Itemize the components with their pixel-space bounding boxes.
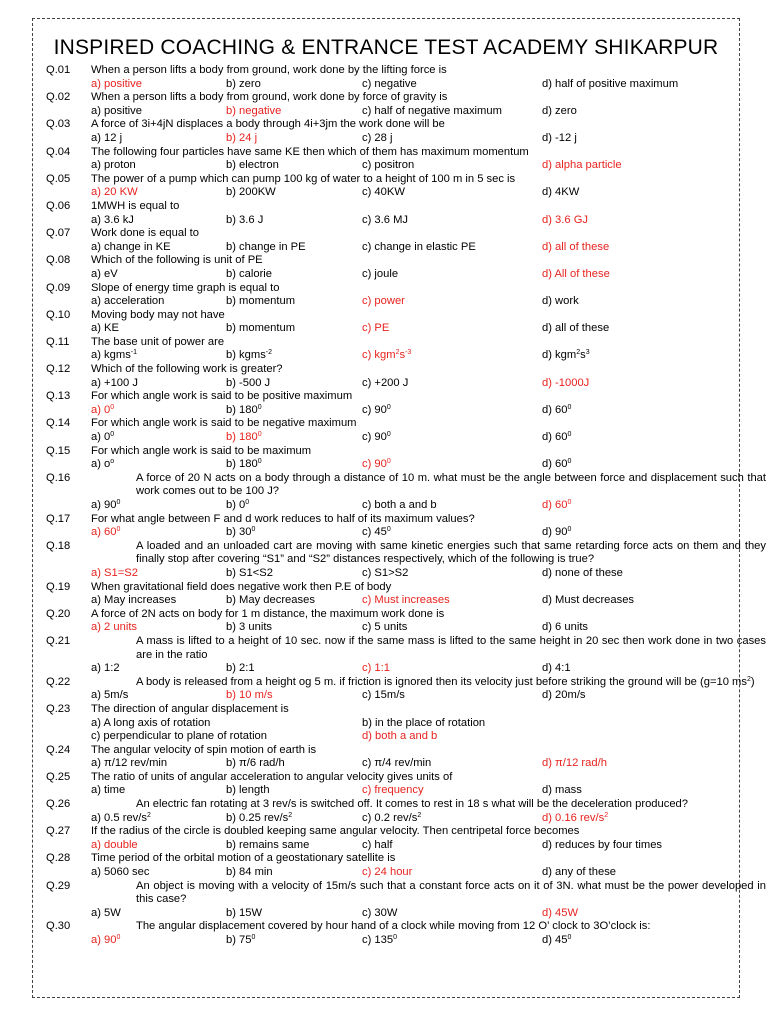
question-text: The angular displacement covered by hour hand of a clock while moving from 12 O’ clock to 3O’clock is: <box>136 920 651 933</box>
question-number: Q.15 <box>46 444 71 457</box>
option-b: b) $180^0$ <box>226 403 262 416</box>
option-c: c) half of negative maximum <box>362 104 502 117</box>
question-text: A loaded and an unloaded cart are moving with same kinetic energies such that same retarding force acts on them and they finally stop after covering “S1” and “S2” distances respectively, which of the following is true? <box>136 539 766 566</box>
question-item <box>46 91 726 118</box>
option-c: c) $45^0$ <box>362 526 391 539</box>
question-text: The base unit of power are <box>91 335 225 348</box>
question-item <box>46 118 726 145</box>
question-number: Q.11 <box>46 335 70 348</box>
option-b: b) 2:1 <box>226 662 255 675</box>
option-c: c) 0.2 rev/$s^2$ <box>362 811 422 824</box>
option-a: a) 2 units <box>91 621 138 634</box>
option-a: a) positive <box>91 77 142 90</box>
question-text: The following four particles have same KE then which of them has maximum momentum <box>91 145 529 158</box>
question-text: Which of the following is unit of PE <box>91 254 263 267</box>
question-number: Q.08 <box>46 254 71 267</box>
option-b: b) 3.6 J <box>226 213 264 226</box>
option-d: d) reduces by four times <box>542 838 663 851</box>
option-a: a) $o^o$ <box>91 458 115 471</box>
superscript: 0 <box>116 526 121 534</box>
question-item <box>46 471 766 513</box>
question-text: An object is moving with a velocity of 15m/s such that a constant force acts on it of 3N. what must be the power developed in this case? <box>136 879 766 906</box>
option-a: a) $60^0$ <box>91 526 121 539</box>
question-item <box>46 825 726 852</box>
option-d: d) work <box>542 295 579 308</box>
question-number: Q.16 <box>46 471 71 484</box>
option-a: a) S1=S2 <box>91 566 138 579</box>
question-number: Q.01 <box>46 64 71 76</box>
superscript: 0 <box>567 526 572 534</box>
question-item <box>46 798 726 825</box>
question-text: 1MWH is equal to <box>91 199 180 212</box>
option-c: c) negative <box>362 77 417 90</box>
option-d: d) $kgm^2s^3$ <box>542 349 590 362</box>
superscript: 2 <box>746 675 751 683</box>
superscript: 0 <box>386 431 391 439</box>
question-number: Q.03 <box>46 118 71 131</box>
option-a: a) acceleration <box>91 295 165 308</box>
question-text: Work done is equal to <box>91 227 200 240</box>
option-c: c) $135^0$ <box>362 934 397 946</box>
question-number: Q.30 <box>46 920 71 933</box>
question-item <box>46 852 726 879</box>
superscript: 0 <box>386 526 391 534</box>
question-number: Q.07 <box>46 227 71 240</box>
question-item <box>46 227 726 254</box>
question-item <box>46 173 726 200</box>
option-a: a) 3.6 kJ <box>91 213 134 226</box>
option-a: a) π/12 rev/min <box>91 757 168 770</box>
question-number: Q.04 <box>46 145 71 158</box>
option-b: b) momentum <box>226 322 296 335</box>
question-item <box>46 445 726 472</box>
option-b: b) negative <box>226 104 282 117</box>
option-d: d) zero <box>542 104 577 117</box>
question-number: Q.19 <box>46 580 71 593</box>
option-a: a) 12 j <box>91 131 123 144</box>
option-a: a) 20 KW <box>91 186 138 199</box>
question-text: Slope of energy time graph is equal to <box>91 281 280 294</box>
question-text: A force of 20 N acts on a body through a distance of 10 m. what must be the angle between force and displacement such that work comes out to be 100 J? <box>136 471 766 498</box>
option-b: b) $180^0$ <box>226 458 262 471</box>
question-item <box>46 417 726 444</box>
option-d: d) alpha particle <box>542 159 622 172</box>
option-c: c) frequency <box>362 784 424 797</box>
question-item <box>46 771 726 798</box>
question-text: A force of 3i+4jN displaces a body through 4i+3jm the work done will be <box>91 118 445 131</box>
question-item <box>46 309 726 336</box>
option-b: b) 3 units <box>226 621 273 634</box>
superscript: 0 <box>393 934 397 941</box>
option-d: d) π/12 rad/h <box>542 757 607 770</box>
superscript: 0 <box>567 934 572 941</box>
option-c: c) perpendicular to plane of rotation <box>91 730 268 743</box>
question-number: Q.24 <box>46 743 71 756</box>
option-c: c) power <box>362 295 405 308</box>
superscript: 2 <box>395 349 400 357</box>
option-c: c) joule <box>362 267 399 280</box>
option-c: c) Must increases <box>362 594 450 607</box>
option-b: b) S1<S2 <box>226 566 273 579</box>
option-a: a) $90^0$ <box>91 499 121 511</box>
superscript: -2 <box>265 349 273 357</box>
question-text: Time period of the orbital motion of a geostationary satellite is <box>91 852 396 865</box>
option-d: d) 6 units <box>542 621 589 634</box>
option-d: d) 0.16 rev/$s^2$ <box>542 811 609 824</box>
superscript: 0 <box>245 499 250 506</box>
option-d: d) -1000J <box>542 376 590 389</box>
option-b: b) $30^0$ <box>226 526 256 539</box>
question-text: For which angle work is said to be maximum <box>91 444 312 457</box>
option-c: c) positron <box>362 159 415 172</box>
option-d: d) any of these <box>542 866 617 879</box>
question-item <box>46 879 766 921</box>
superscript: 0 <box>386 403 391 411</box>
option-b: b) 15W <box>226 906 263 919</box>
option-b: b) π/6 rad/h <box>226 757 285 770</box>
option-b: b) $0^0$ <box>226 499 250 511</box>
option-b: b) change in PE <box>226 240 306 253</box>
question-item <box>46 920 726 947</box>
option-b: b) in the place of rotation <box>362 716 486 729</box>
question-number: Q.18 <box>46 539 71 552</box>
question-item <box>46 390 726 417</box>
option-d: d) 45W <box>542 906 579 919</box>
option-b: b) kgms$^{-2}$ <box>226 349 273 362</box>
option-c: c) 40KW <box>362 186 405 199</box>
question-text: For which angle work is said to be negative maximum <box>91 417 357 430</box>
question-item <box>46 608 726 635</box>
superscript: 2 <box>146 811 151 819</box>
question-number: Q.25 <box>46 770 71 783</box>
option-a: a) change in KE <box>91 240 171 253</box>
option-c: c) 5 units <box>362 621 408 634</box>
option-d: d) -12 j <box>542 131 577 144</box>
option-b: b) remains same <box>226 838 310 851</box>
question-number: Q.12 <box>46 363 71 376</box>
option-c: c) S1>S2 <box>362 566 409 579</box>
option-d: d) mass <box>542 784 582 797</box>
question-number: Q.20 <box>46 607 71 620</box>
superscript: -3 <box>405 349 412 357</box>
option-d: d) half of positive maximum <box>542 77 679 90</box>
option-a: a) 0.5 rev/$s^2$ <box>91 811 151 824</box>
question-number: Q.06 <box>46 199 71 212</box>
option-a: a) +100 J <box>91 376 138 389</box>
superscript: 0 <box>116 934 121 941</box>
option-a: a) 5W <box>91 906 121 919</box>
question-item <box>46 254 726 281</box>
option-d: d) Must decreases <box>542 594 635 607</box>
option-a: a) May increases <box>91 594 177 607</box>
superscript: 0 <box>110 403 115 411</box>
option-c: c) 24 hour <box>362 866 413 879</box>
question-text: A mass is lifted to a height of 10 sec. now if the same mass is lifted to the same height in 20 sec then work done in two cases are in the ratio <box>136 634 766 661</box>
option-c: c) 3.6 MJ <box>362 213 409 226</box>
option-a: a) proton <box>91 159 136 172</box>
question-text: Which of the following work is greater? <box>91 363 283 376</box>
question-number: Q.28 <box>46 852 71 865</box>
question-text: When a person lifts a body from ground, work done by force of gravity is <box>91 91 448 104</box>
superscript: o <box>110 458 115 466</box>
option-a: a) $90^0$ <box>91 934 121 946</box>
superscript: 2 <box>604 811 609 819</box>
superscript: 0 <box>567 458 572 466</box>
superscript: 0 <box>257 431 262 439</box>
option-b: b) $180^0$ <box>226 431 262 444</box>
question-text: The direction of angular displacement is <box>91 702 289 715</box>
superscript: 2 <box>576 349 581 357</box>
superscript: 0 <box>251 934 256 941</box>
question-item <box>46 744 726 771</box>
option-d: d) All of these <box>542 267 610 280</box>
superscript: 0 <box>116 499 121 506</box>
option-c: c) PE <box>362 322 390 335</box>
question-item <box>46 146 726 173</box>
option-b: b) $75^0$ <box>226 934 256 946</box>
question-number: Q.13 <box>46 390 71 403</box>
option-a: a) 1:2 <box>91 662 120 675</box>
option-b: b) 24 j <box>226 131 258 144</box>
option-d: d) $60^0$ <box>542 499 572 511</box>
superscript: -1 <box>130 349 138 357</box>
superscript: 0 <box>386 458 391 466</box>
question-number: Q.17 <box>46 512 71 525</box>
option-a: a) $0^0$ <box>91 431 115 444</box>
superscript: 0 <box>257 403 262 411</box>
option-b: b) -500 J <box>226 376 271 389</box>
option-a: a) 5060 sec <box>91 866 150 879</box>
option-d: d) 3.6 GJ <box>542 213 589 226</box>
question-number: Q.14 <box>46 417 71 430</box>
option-d: d) 20m/s <box>542 689 586 702</box>
option-c: c) $90^0$ <box>362 403 391 416</box>
question-item <box>46 200 726 227</box>
superscript: 0 <box>110 431 115 439</box>
question-number: Q.10 <box>46 308 71 321</box>
option-a: a) KE <box>91 322 119 335</box>
option-d: d) 4:1 <box>542 662 571 675</box>
option-b: b) calorie <box>226 267 273 280</box>
option-c: c) 28 j <box>362 131 393 144</box>
option-b: b) 10 m/s <box>226 689 273 702</box>
question-item <box>46 64 726 91</box>
option-d: d) $60^0$ <box>542 403 572 416</box>
option-c: c) 30W <box>362 906 398 919</box>
option-c: c) 15m/s <box>362 689 405 702</box>
option-a: a) eV <box>91 267 118 280</box>
question-item <box>46 675 755 703</box>
superscript: 0 <box>251 526 256 534</box>
question-text: When a person lifts a body from ground, work done by the lifting force is <box>91 64 447 76</box>
question-text: A body is released from a height og 5 m. if friction is ignored then its velocity just before striking the ground will be (g=10 $ms^2$) <box>136 675 755 688</box>
option-d: d) $90^0$ <box>542 526 572 539</box>
option-c: c) π/4 rev/min <box>362 757 432 770</box>
option-a: a) kgms$^{-1}$ <box>91 349 138 362</box>
question-text: The power of a pump which can pump 100 kg of water to a height of 100 m in 5 sec is <box>91 172 516 185</box>
option-c: c) both a and b <box>362 499 437 511</box>
question-text: An electric fan rotating at 3 rev/s is switched off. It comes to rest in 18 s what will be the deceleration produced? <box>136 798 688 811</box>
option-c: c) +200 J <box>362 376 409 389</box>
option-b: b) May decreases <box>226 594 315 607</box>
question-text: The ratio of units of angular acceleration to angular velocity gives units of <box>91 770 453 783</box>
option-b: b) 84 min <box>226 866 273 879</box>
option-d: d) none of these <box>542 566 623 579</box>
superscript: 3 <box>585 349 590 357</box>
option-c: c) 1:1 <box>362 662 390 675</box>
option-d: d) $45^0$ <box>542 934 572 946</box>
question-item <box>46 581 726 608</box>
question-number: Q.29 <box>46 879 71 892</box>
question-number: Q.05 <box>46 172 71 185</box>
option-b: b) momentum <box>226 295 296 308</box>
question-number: Q.09 <box>46 281 71 294</box>
page-title: INSPIRED COACHING & ENTRANCE TEST ACADEMY SHIKARPUR <box>53 36 719 59</box>
option-a: a) time <box>91 784 126 797</box>
question-number: Q.27 <box>46 825 71 838</box>
option-d: d) $60^0$ <box>542 431 572 444</box>
option-d: d) 4KW <box>542 186 580 199</box>
question-item <box>46 336 726 363</box>
question-number: Q.23 <box>46 702 71 715</box>
superscript: 0 <box>567 403 572 411</box>
question-text: For what angle between F and d work reduces to half of its maximum values? <box>91 512 475 525</box>
option-a: a) 5m/s <box>91 689 129 702</box>
superscript: 0 <box>257 458 262 466</box>
question-number: Q.21 <box>46 634 71 647</box>
question-text: When gravitational field does negative work then P.E of body <box>91 580 392 593</box>
question-list <box>46 64 766 948</box>
superscript: 2 <box>417 811 422 819</box>
question-text: For which angle work is said to be positive maximum <box>91 390 353 403</box>
option-b: b) 200KW <box>226 186 276 199</box>
option-c: c) $90^0$ <box>362 431 391 444</box>
question-item <box>46 513 726 540</box>
question-number: Q.02 <box>46 91 71 104</box>
option-d: d) both a and b <box>362 730 438 743</box>
question-item <box>46 634 766 676</box>
question-item <box>46 539 766 581</box>
option-a: a) positive <box>91 104 142 117</box>
question-text: The angular velocity of spin motion of earth is <box>91 743 317 756</box>
option-b: b) zero <box>226 77 261 90</box>
question-text: If the radius of the circle is doubled keeping same angular velocity. Then centripetal force becomes <box>91 825 580 838</box>
question-item <box>46 703 726 744</box>
question-text: A force of 2N acts on body for 1 m distance, the maximum work done is <box>91 607 445 620</box>
superscript: 2 <box>288 811 293 819</box>
option-c: c) change in elastic PE <box>362 240 476 253</box>
option-a: a) A long axis of rotation <box>91 716 211 729</box>
question-item <box>46 363 726 390</box>
option-d: d) $60^0$ <box>542 458 572 471</box>
question-number: Q.22 <box>46 675 71 688</box>
question-text: Moving body may not have <box>91 308 225 321</box>
option-a: a) double <box>91 838 138 851</box>
option-c: c) $kgm^2s^{-3}$ <box>362 349 412 362</box>
question-item <box>46 282 726 309</box>
option-d: d) all of these <box>542 240 610 253</box>
option-a: a) $0^0$ <box>91 403 115 416</box>
option-c: c) half <box>362 838 393 851</box>
option-c: c) $90^0$ <box>362 458 391 471</box>
option-b: b) length <box>226 784 270 797</box>
superscript: 0 <box>567 499 572 506</box>
option-b: b) 0.25 rev/$s^2$ <box>226 811 293 824</box>
option-d: d) all of these <box>542 322 610 335</box>
superscript: 0 <box>567 431 572 439</box>
option-b: b) electron <box>226 159 279 172</box>
question-number: Q.26 <box>46 798 71 811</box>
